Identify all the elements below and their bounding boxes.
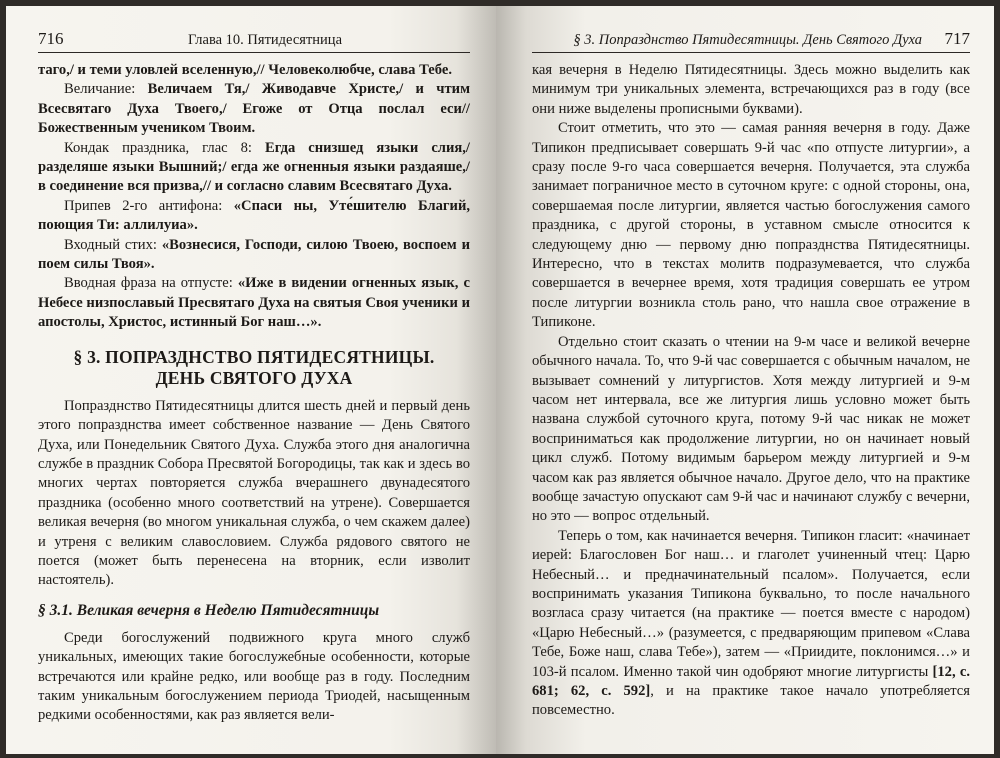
paragraph [38, 274, 470, 332]
paragraph [38, 80, 470, 138]
paragraph [38, 139, 470, 197]
left-page [6, 6, 496, 754]
page-number: 717 [944, 29, 970, 48]
page-number: 716 [38, 29, 64, 48]
paragraph [532, 527, 970, 721]
liturgical-text: Величаем Тя,/ Живодавче Христе,/ и чтим Всесвятаго Духа Твоего,/ Егоже от Отца послал еси// Божественным учеником Твоим. [38, 81, 471, 137]
subsection-heading: § 3.1. Великая вечерня в Неделю Пятидесятницы [38, 601, 380, 619]
liturgical-text: «Иже в видении огненных язык, с Небесе низпославый Пресвятаго Духа на святыя Своя ученики и апостолы, Христос, истинный Бог наш…». [38, 275, 470, 331]
section-heading [38, 347, 470, 389]
paragraph-lead: Припев 2-го антифона: [64, 197, 234, 214]
paragraph-text: , и на практике такое начало употребляется повсеместно. [532, 683, 970, 719]
paragraph-lead: Величание: [64, 81, 148, 98]
paragraph: Отдельно стоит сказать о чтении на 9-м часе и великой вечерне обычного начала. То, что 9-й час совершается с обычным началом, не вызывает сомнений у литургистов. Хотя между литургией и 9-м часом нет интервала, все же литургия лишь условно может быть названа службой суточного круга, потому 9-й час никак не может восприниматься как продолжение литургии, но он начинает новый цикл служб. Потому видимым барьером между литургией и 9-м часом как раз является обычное начало. Другое дело, что на практике вообще зачастую опускают сам 9-й час и начинают службу с вечерни, но это — вопрос отдельный. [532, 333, 970, 525]
paragraph: Стоит отметить, что это — самая ранняя вечерня в году. Даже Типикон предписывает совершать 9-й час «по отпусте литургии», а сразу после 9-го часа совершается вечерня. Получается, эта служба занимает пограничное место в суточном круге: с одной стороны, она, совершаемая после литургии, является частью богослужения самого праздника, с другой стороны, в уставном смысле относится к следующему дню — первому дню попразднства Пятидесятницы. Интересно, что в текстах молитв подразумевается, что служба совершается в вечернее время, хотя традиция совершать ее утром после литургии возникла столь рано, что нашла свое отражение в Типиконе. [532, 120, 970, 331]
running-head-title: § 3. Попразднство Пятидесятницы. День Святого Духа [573, 32, 922, 48]
right-page [496, 6, 994, 754]
running-header [38, 28, 470, 53]
liturgical-text: «Вознесися, Господи, силою Твоею, воспоем и поем силы Твоя». [38, 236, 470, 273]
running-header [532, 28, 970, 53]
liturgical-text: Егда снизшед языки слия,/ разделяше языки Вышний;/ егда же огненныя языки раздаяше,/ в соединение вся призва,// и согласно славим Всесвятаго Духа. [38, 139, 470, 195]
paragraph-text: Теперь о том, как начинается вечерня. Типикон гласит: «начинает иерей: Благословен Бог наш… и глаголет учиненный чтец: Царю Небесный… и предначинательный псалом». Получается, если воспринимать указания Типикона буквально, то после начального возгласа сразу читается (на практике — поется вместе с народом) «Царю Небесный…» (разумеется, с предваряющим припевом «Слава Тебе, Боже наш, слава Тебе»), затем — «Приидите, поклонимся…» и 103-й псалом. Именно такой чин одобряют многие литургисты [532, 527, 970, 680]
paragraph [38, 61, 470, 80]
section-heading-line: § 3. ПОПРАЗДНСТВО ПЯТИДЕСЯТНИЦЫ. [73, 346, 435, 367]
paragraph: Попразднство Пятидесятницы длится шесть дней и первый день этого попразднства имеет собственное название — День Святого Духа, или Понедельник Святого Духа. Служба этого дня аналогична службе в праздник Собора Пресвятой Богородицы, так как и здесь во многих чертах повторяется служба вчерашнего двунадесятого праздника (особенно много соответствий на утрене). Совершается великая вечерня (во многом уникальная служба, о чем скажем далее) и утреня с великим славословием. Служба рядового святого не поется (может быть перенесена на вторник, если изволит настоятель). [38, 397, 470, 589]
liturgical-text: таго,/ и теми уловлей вселенную,// Человеколюбче, слава Тебе. [38, 62, 452, 78]
paragraph [38, 197, 470, 236]
paragraph-lead: Кондак праздника, глас 8: [64, 139, 265, 156]
liturgical-text: «Спаси ны, Уте́шителю Благий, поющия Ти: аллилуиа». [38, 197, 470, 234]
paragraph-lead: Входный стих: [64, 236, 162, 253]
paragraph-lead: Вводная фраза на отпусте: [64, 275, 238, 292]
citation-reference: [12, с. 681; 62, с. 592] [532, 663, 970, 699]
paragraph: кая вечерня в Неделю Пятидесятницы. Здесь можно выделить как минимум три уникальных элемента, встречающихся раз в году (все они ниже выделены прописными буквами). [532, 62, 970, 117]
section-heading-line: ДЕНЬ СВЯТОГО ДУХА [155, 367, 353, 388]
running-head-title: Глава 10. Пятидесятница [188, 32, 342, 48]
paragraph: Среди богослужений подвижного круга много служб уникальных, имеющих такие богослужебные особенности, которые встречаются или крайне редко, или вообще раз в году. Последним таким уникальным богослужением периода Триодей, насыщенным редкими особенностями, как раз является вели- [38, 629, 470, 724]
paragraph [38, 236, 470, 275]
